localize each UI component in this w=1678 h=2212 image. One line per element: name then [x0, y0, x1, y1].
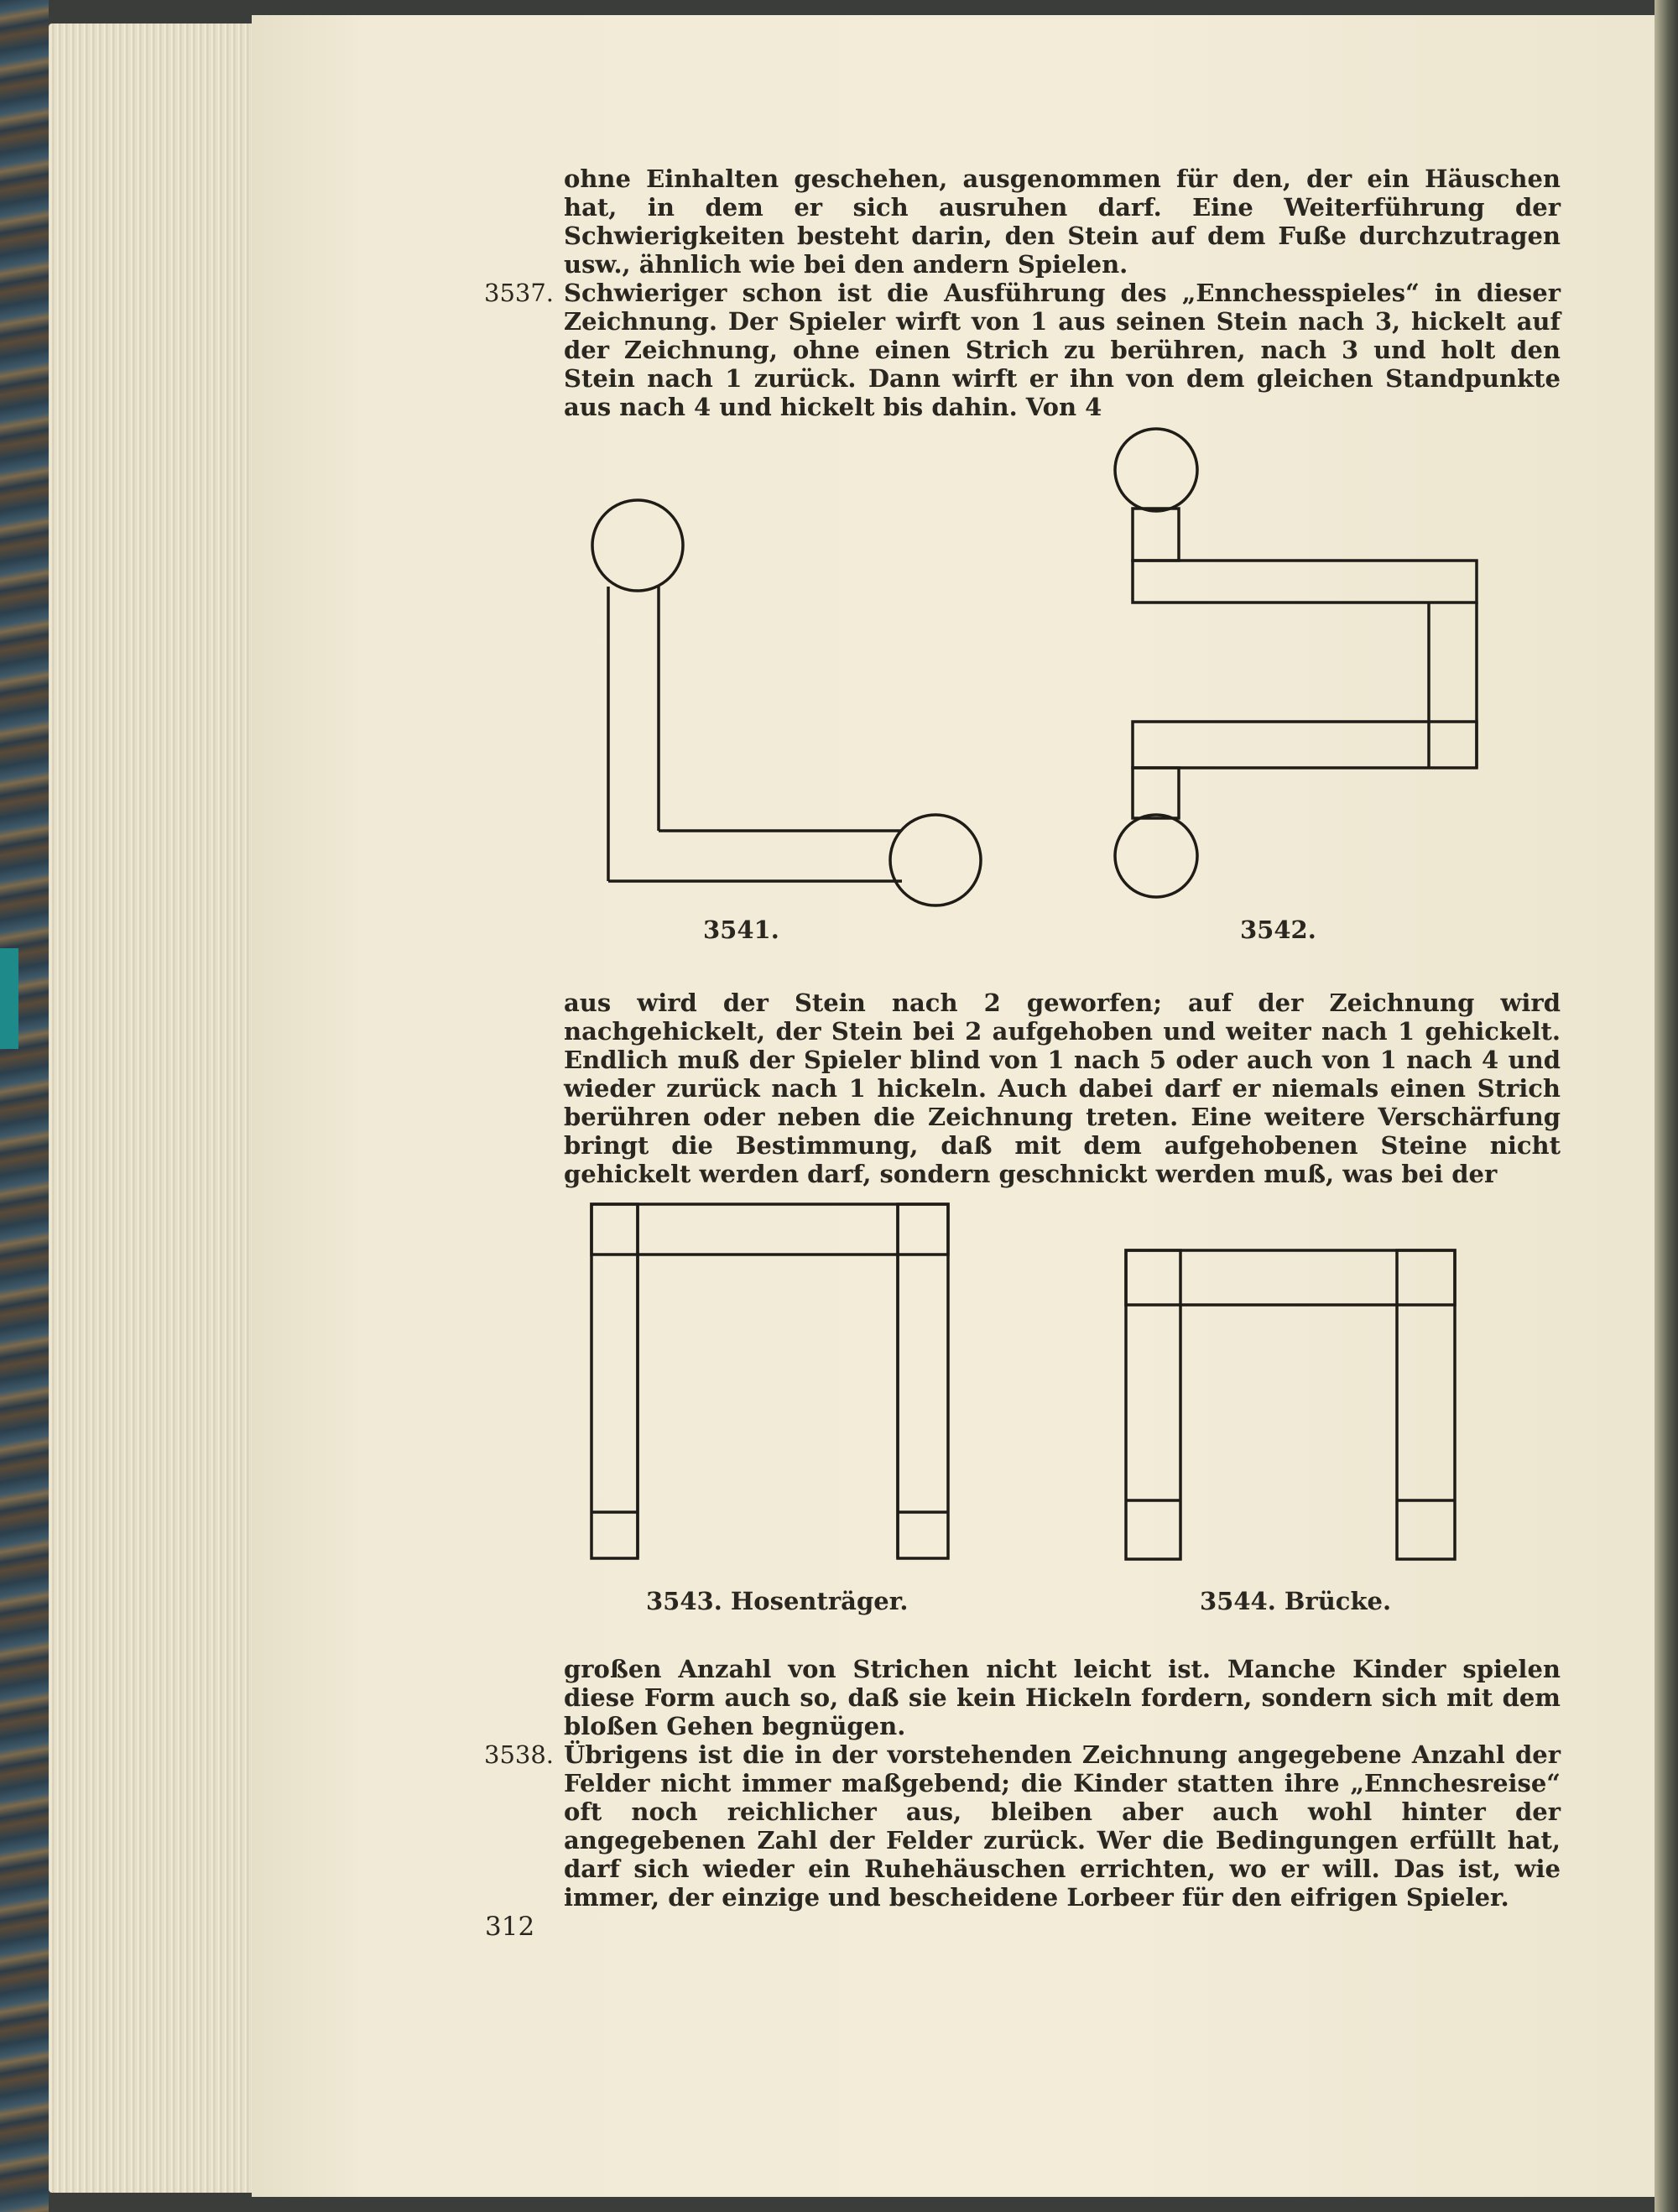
figure-3544-caption: 3544. Brücke. — [1200, 1587, 1392, 1615]
binding-bookmark — [0, 948, 18, 1049]
figure-3544-diagram — [1124, 1249, 1460, 1563]
page-right-edge — [1655, 0, 1678, 2212]
paragraph-3537-continued: aus wird der Stein nach 2 geworfen; auf der Zeichnung wird nachgehickelt, der Stein bei 2 aufgehoben und weiter nach 1 gehickelt. Endlich muß der Spieler blind von 1 nach 5 oder auch von 1 nach 4 und wieder zurück nach 1 hickeln. Auch dabei darf er niemals einen Strich berühren oder neben die Zeichnung treten. Eine weitere Verschärfung bringt die Bestimmung, daß mit dem aufgehobenen Steine nicht gehickelt werden darf, sondern geschnickt werden muß, was bei der — [564, 989, 1561, 1188]
figure-3541-diagram — [587, 499, 940, 894]
page-number: 312 — [485, 1912, 535, 1942]
figure-3542-circle-top — [1115, 429, 1197, 511]
paragraph-number-3537: 3537. — [484, 279, 555, 307]
book-binding — [0, 0, 49, 2212]
figure-3543-diagram — [587, 1202, 956, 1571]
paragraph-continuation: ohne Einhalten geschehen, ausgenommen für den, der ein Häuschen hat, in dem er sich ausruhen darf. Eine Weiterführung der Schwierigkeiten besteht darin, den Stein auf dem Fuße durchzutragen usw., ähnlich wie bei den andern Spielen. — [564, 164, 1561, 279]
paragraph-3538 — [484, 1740, 1561, 1912]
text-bottom — [484, 1655, 1561, 1912]
figure-3542-circle-bottom — [1115, 815, 1197, 897]
figure-3542-caption: 3542. — [1240, 916, 1316, 944]
page-edges — [49, 23, 268, 2193]
paragraph-3538-text: Übrigens ist die in der vorstehenden Zeichnung angegebene Anzahl der Felder nicht immer maßgebend; die Kinder statten ihre „Ennchesreise“ oft noch reichlicher aus, bleiben aber auch wohl hinter der angegebenen Zahl der Felder zurück. Wer die Bedingungen erfüllt hat, darf sich wieder ein Ruhehäuschen errichten, wo er will. Das ist, wie immer, der einzige und bescheidene Lorbeer für den eifrigen Spieler. — [564, 1740, 1561, 1912]
paragraph-3537 — [484, 279, 1561, 421]
paragraph-3537-end: großen Anzahl von Strichen nicht leicht ist. Manche Kinder spielen diese Form auch so, daß sie kein Hickeln fordern, sondern sich mit dem bloßen Gehen begnügen. — [564, 1655, 1561, 1740]
figure-3541-caption: 3541. — [703, 916, 779, 944]
figure-3541-circle-top — [592, 500, 683, 591]
text-middle — [564, 989, 1561, 1188]
text-top — [484, 164, 1561, 421]
paragraph-number-3538: 3538. — [484, 1740, 555, 1769]
figure-3543-caption: 3543. Hosenträger. — [646, 1587, 909, 1615]
paragraph-3537-text: Schwieriger schon ist die Ausführung des „Ennchesspieles“ in dieser Zeichnung. Der Spieler wirft von 1 aus seinen Stein nach 3, hickelt auf der Zeichnung, ohne einen Strich zu berühren, nach 3 und holt den Stein nach 1 zurück. Dann wirft er ihn von dem gleichen Standpunkte aus nach 4 und hickelt bis dahin. Von 4 — [564, 279, 1561, 421]
figure-3542-diagram — [1112, 428, 1464, 898]
